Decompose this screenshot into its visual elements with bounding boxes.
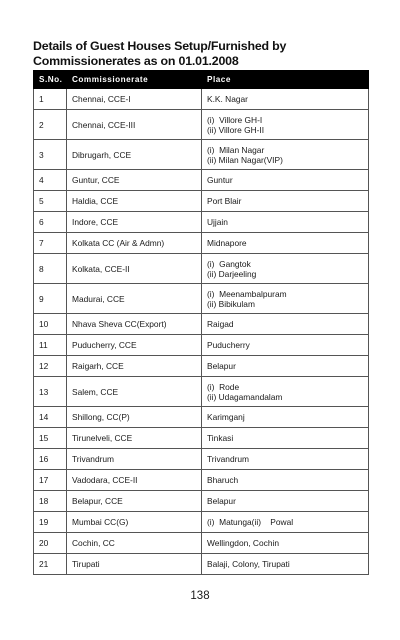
table-row [34, 170, 369, 191]
place-line: Trivandrum [207, 454, 250, 464]
place-line: (i) Milan Nagar [207, 144, 265, 155]
table-row [34, 356, 369, 377]
place-line: Karimganj [207, 412, 245, 422]
cell-commissionerate: Salem, CCE [67, 377, 202, 407]
page-title: Details of Guest Houses Setup/Furnished by Commissionerates as on 01.01.2008 [33, 39, 287, 68]
table-row [34, 512, 369, 533]
table-row [34, 254, 369, 284]
cell-sno: 15 [34, 428, 67, 449]
place-line: Tinkasi [207, 433, 234, 443]
cell-place [202, 314, 369, 335]
cell-commissionerate: Tirunelveli, CCE [67, 428, 202, 449]
table-row [34, 110, 369, 140]
cell-place [202, 533, 369, 554]
cell-sno: 7 [34, 233, 67, 254]
cell-place [202, 512, 369, 533]
table-row [34, 335, 369, 356]
cell-place [202, 335, 369, 356]
cell-place [202, 491, 369, 512]
place-line: (i) Meenambalpuram [207, 288, 287, 299]
cell-commissionerate: Kolkata, CCE-II [67, 254, 202, 284]
cell-sno: 21 [34, 554, 67, 575]
cell-place [202, 191, 369, 212]
cell-sno: 6 [34, 212, 67, 233]
cell-place [202, 89, 369, 110]
header-commissionerate: Commissionerate [67, 71, 202, 89]
cell-sno: 5 [34, 191, 67, 212]
place-line: (ii) Darjeeling [207, 268, 257, 279]
cell-place [202, 377, 369, 407]
cell-place [202, 110, 369, 140]
cell-sno: 11 [34, 335, 67, 356]
cell-sno: 4 [34, 170, 67, 191]
cell-sno: 8 [34, 254, 67, 284]
cell-sno: 10 [34, 314, 67, 335]
cell-sno: 13 [34, 377, 67, 407]
place-line: Midnapore [207, 238, 247, 248]
cell-commissionerate: Chennai, CCE-I [67, 89, 202, 110]
cell-commissionerate: Trivandrum [67, 449, 202, 470]
place-line: Ujjain [207, 217, 228, 227]
place-line: Bharuch [207, 475, 239, 485]
cell-place [202, 554, 369, 575]
place-line: (i) Gangtok [207, 258, 251, 269]
table-body [34, 89, 369, 575]
table-row [34, 407, 369, 428]
cell-commissionerate: Indore, CCE [67, 212, 202, 233]
cell-commissionerate: Vadodara, CCE-II [67, 470, 202, 491]
place-line: (ii) Villore GH-II [207, 124, 265, 135]
place-line: Wellingdon, Cochin [207, 538, 280, 548]
cell-commissionerate: Shillong, CC(P) [67, 407, 202, 428]
guest-houses-table [33, 70, 369, 575]
cell-place [202, 284, 369, 314]
table-row [34, 491, 369, 512]
cell-commissionerate: Dibrugarh, CCE [67, 140, 202, 170]
cell-place [202, 470, 369, 491]
table-row [34, 191, 369, 212]
cell-place [202, 254, 369, 284]
place-line: Belapur [207, 361, 236, 371]
place-line: (ii) Milan Nagar(VIP) [207, 154, 283, 165]
place-line: (i) Villore GH-I [207, 114, 263, 125]
cell-place [202, 233, 369, 254]
cell-commissionerate: Nhava Sheva CC(Export) [67, 314, 202, 335]
cell-commissionerate: Belapur, CCE [67, 491, 202, 512]
cell-place [202, 407, 369, 428]
cell-place [202, 212, 369, 233]
place-line: Puducherry [207, 340, 250, 350]
cell-commissionerate: Madurai, CCE [67, 284, 202, 314]
table-row [34, 89, 369, 110]
table-row [34, 470, 369, 491]
table-row [34, 377, 369, 407]
cell-commissionerate: Puducherry, CCE [67, 335, 202, 356]
cell-place [202, 428, 369, 449]
cell-sno: 14 [34, 407, 67, 428]
cell-commissionerate: Raigarh, CCE [67, 356, 202, 377]
table-row [34, 449, 369, 470]
cell-sno: 3 [34, 140, 67, 170]
table-header-row [34, 71, 369, 89]
cell-sno: 12 [34, 356, 67, 377]
place-line: Belapur [207, 496, 236, 506]
table-row [34, 554, 369, 575]
place-line: (ii) Bibikulam [207, 298, 255, 309]
page-number: 138 [190, 590, 210, 602]
cell-sno: 2 [34, 110, 67, 140]
cell-commissionerate: Mumbai CC(G) [67, 512, 202, 533]
cell-commissionerate: Haldia, CCE [67, 191, 202, 212]
header-sno: S.No. [34, 71, 67, 89]
table-row [34, 314, 369, 335]
cell-commissionerate: Guntur, CCE [67, 170, 202, 191]
table-row [34, 284, 369, 314]
place-line: (i) Rode [207, 381, 240, 392]
cell-sno: 20 [34, 533, 67, 554]
place-line: Port Blair [207, 196, 242, 206]
cell-place [202, 356, 369, 377]
header-place: Place [202, 71, 369, 89]
place-line: (ii) Udagamandalam [207, 391, 283, 402]
cell-sno: 1 [34, 89, 67, 110]
table-row [34, 533, 369, 554]
table-row [34, 140, 369, 170]
table-row [34, 233, 369, 254]
place-line: (i) Matunga(ii) Powal [207, 517, 294, 527]
cell-sno: 16 [34, 449, 67, 470]
cell-place [202, 140, 369, 170]
cell-commissionerate: Cochin, CC [67, 533, 202, 554]
place-line: Balaji, Colony, Tirupati [207, 559, 290, 569]
table-row [34, 212, 369, 233]
place-line: Guntur [207, 175, 233, 185]
cell-sno: 19 [34, 512, 67, 533]
cell-place [202, 449, 369, 470]
table-row [34, 428, 369, 449]
cell-place [202, 170, 369, 191]
cell-sno: 18 [34, 491, 67, 512]
place-line: Raigad [207, 319, 234, 329]
place-line: K.K. Nagar [207, 94, 248, 104]
cell-sno: 9 [34, 284, 67, 314]
cell-sno: 17 [34, 470, 67, 491]
cell-commissionerate: Chennai, CCE-III [67, 110, 202, 140]
cell-commissionerate: Tirupati [67, 554, 202, 575]
cell-commissionerate: Kolkata CC (Air & Admn) [67, 233, 202, 254]
